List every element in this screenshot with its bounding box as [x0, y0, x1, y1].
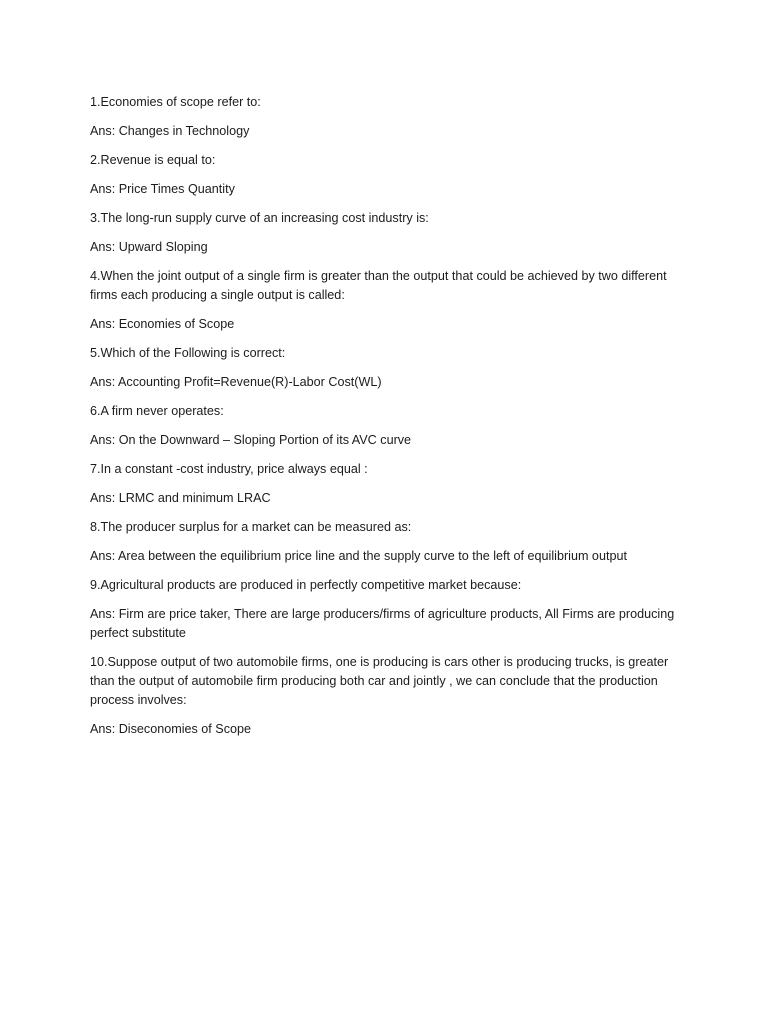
answer-10: Ans: Diseconomies of Scope: [90, 722, 252, 736]
answer-3: Ans: Upward Sloping: [90, 240, 208, 254]
question-7: 7.In a constant -cost industry, price always equal :: [90, 462, 368, 476]
question-5: 5.Which of the Following is correct:: [90, 346, 286, 360]
answer-2: Ans: Price Times Quantity: [90, 182, 235, 196]
answer-5: Ans: Accounting Profit=Revenue(R)-Labor Cost(WL): [90, 375, 382, 389]
answer-6: Ans: On the Downward – Sloping Portion of its AVC curve: [90, 433, 412, 447]
answer-4: Ans: Economies of Scope: [90, 317, 235, 331]
question-10: 10.Suppose output of two automobile firms, one is producing is cars other is producing trucks, is greater than the output of automobile firm producing both car and jointly , we can conclude that the production process involves:: [90, 655, 669, 707]
question-3: 3.The long-run supply curve of an increasing cost industry is:: [90, 211, 429, 225]
answer-8: Ans: Area between the equilibrium price line and the supply curve to the left of equilibrium output: [90, 549, 627, 563]
question-6: 6.A firm never operates:: [90, 404, 224, 418]
answer-7: Ans: LRMC and minimum LRAC: [90, 491, 271, 505]
document-page: [90, 93, 690, 749]
question-1: 1.Economies of scope refer to:: [90, 95, 261, 109]
question-2: 2.Revenue is equal to:: [90, 153, 216, 167]
question-4: 4.When the joint output of a single firm is greater than the output that could be achieved by two different firms each producing a single output is called:: [90, 269, 667, 302]
question-9: 9.Agricultural products are produced in perfectly competitive market because:: [90, 578, 522, 592]
question-8: 8.The producer surplus for a market can be measured as:: [90, 520, 412, 534]
answer-1: Ans: Changes in Technology: [90, 124, 250, 138]
answer-9: Ans: Firm are price taker, There are large producers/firms of agriculture products, All Firms are producing perfect substitute: [90, 607, 675, 640]
